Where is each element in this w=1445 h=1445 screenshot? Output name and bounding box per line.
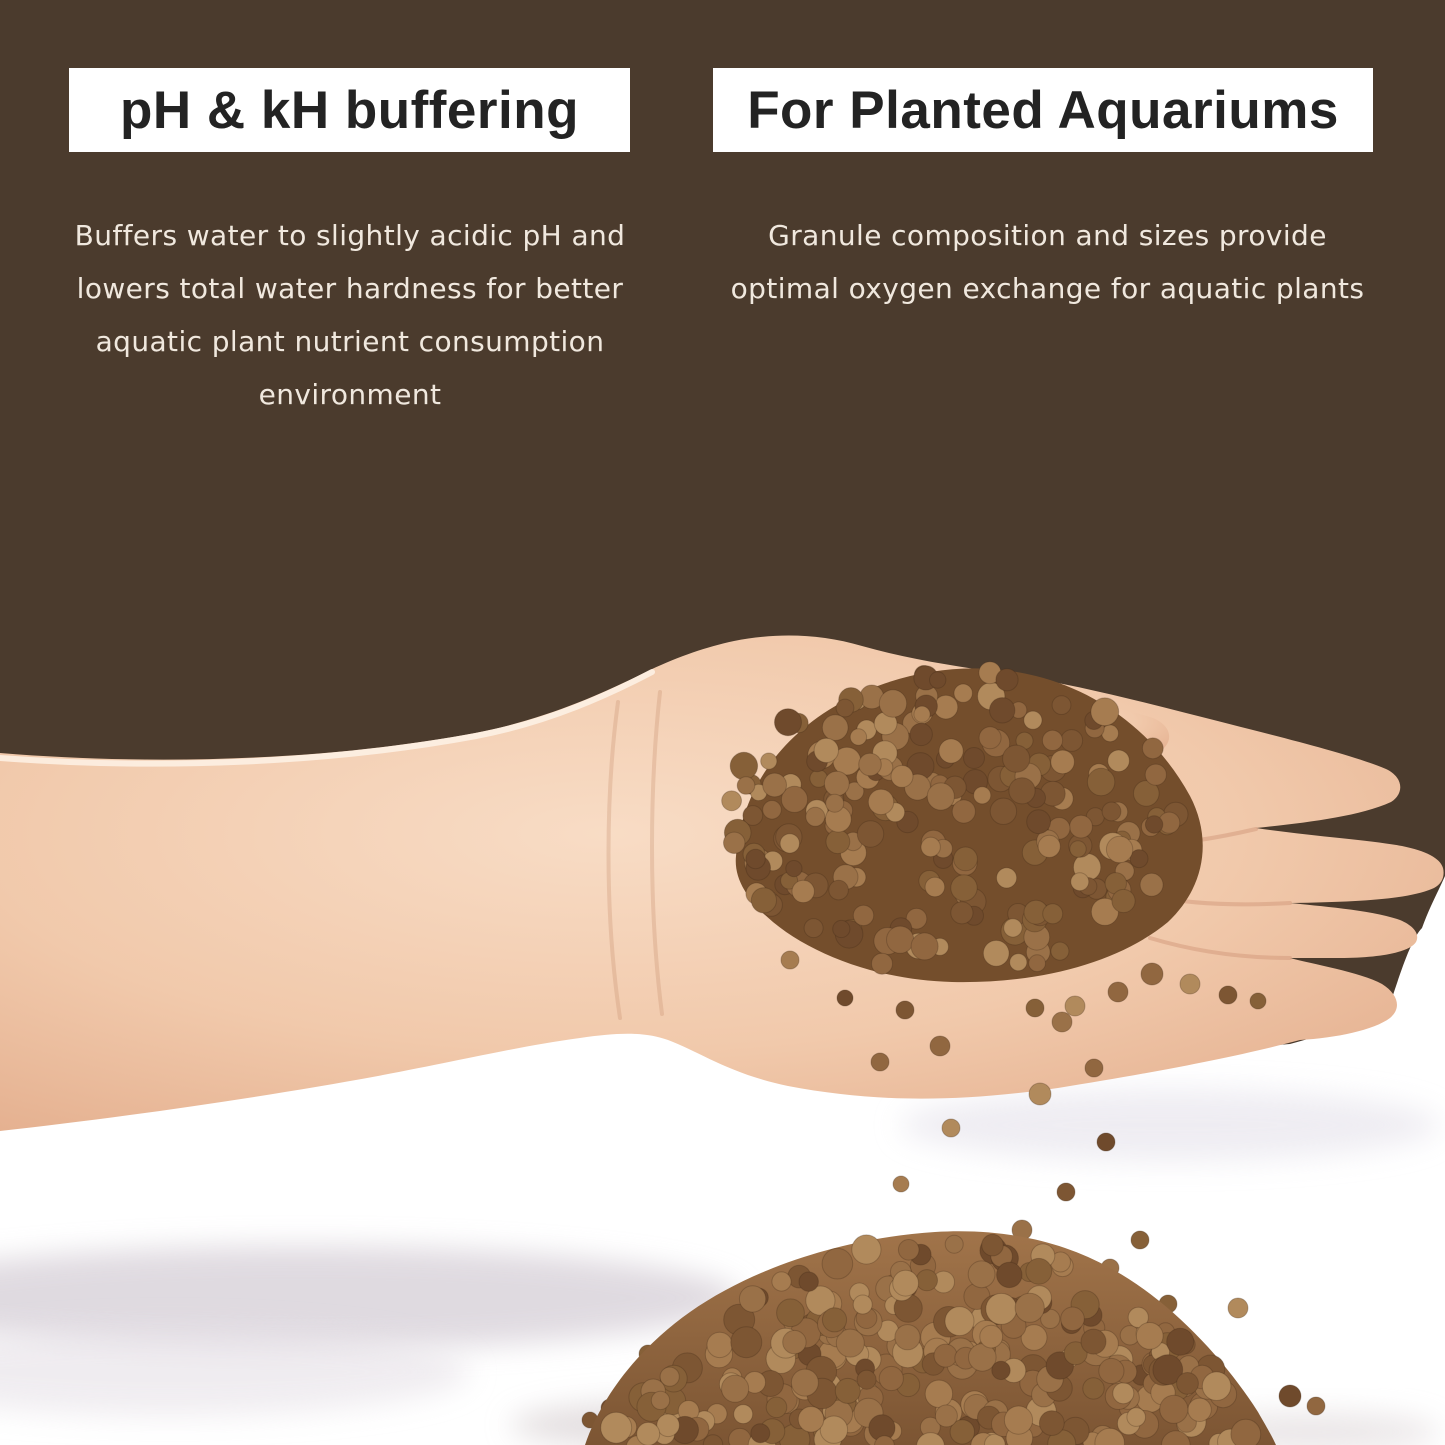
granule (1250, 993, 1266, 1009)
granule (804, 919, 823, 938)
granule (1071, 873, 1089, 891)
granule (1131, 1231, 1149, 1249)
granule (925, 1380, 952, 1407)
granule (1127, 1408, 1146, 1427)
granule (731, 1327, 762, 1358)
text-line: optimal oxygen exchange for aquatic plants (730, 272, 1365, 305)
granule (1070, 815, 1093, 838)
granule (910, 723, 932, 745)
granule (1038, 835, 1060, 857)
granule (829, 880, 849, 900)
granule (772, 1272, 791, 1291)
granule (997, 1262, 1022, 1287)
granule (898, 1240, 919, 1261)
granule (766, 1397, 787, 1418)
granule (806, 807, 825, 826)
granule (945, 1307, 974, 1336)
granule (761, 753, 777, 769)
text-line: aquatic plant nutrient consumption (95, 325, 605, 358)
granule (954, 684, 972, 702)
granule (857, 821, 883, 847)
granule (781, 951, 799, 969)
right-heading: For Planted Aquariums (747, 80, 1339, 140)
granule (1228, 1298, 1248, 1318)
granule (1024, 711, 1042, 729)
granule (657, 1414, 680, 1437)
granule (820, 1416, 847, 1443)
granule (751, 888, 776, 913)
granule (651, 1391, 669, 1409)
granule (1004, 1406, 1032, 1434)
granule (824, 771, 849, 796)
granule (930, 1036, 950, 1056)
granule (934, 1344, 957, 1367)
granule (836, 699, 854, 717)
granule (1061, 1307, 1085, 1331)
granule (763, 773, 787, 797)
granule (1083, 1378, 1104, 1399)
granule (1112, 889, 1135, 912)
granule (1145, 764, 1166, 785)
granule (1102, 802, 1121, 821)
granule (1160, 1395, 1188, 1423)
granule (1219, 986, 1237, 1004)
granule (814, 738, 838, 762)
granule (1039, 1411, 1064, 1436)
granule (893, 1270, 919, 1296)
granule (979, 727, 1001, 749)
granule (1027, 810, 1051, 834)
granule (786, 861, 802, 877)
granule (990, 798, 1016, 824)
granule (1052, 1012, 1072, 1032)
text-line: Buffers water to slightly acidic pH and (74, 219, 626, 252)
granule (1029, 1083, 1051, 1105)
granule (914, 706, 930, 722)
granule (1003, 745, 1030, 772)
granule (746, 849, 765, 868)
granule (916, 1270, 937, 1291)
granule (1231, 1419, 1261, 1445)
granule (751, 1424, 770, 1443)
granule (724, 832, 745, 853)
granule (734, 1405, 753, 1424)
granule (1279, 1385, 1301, 1407)
granule (1015, 1293, 1044, 1322)
granule (964, 748, 985, 769)
granule (799, 1272, 818, 1291)
granule (1057, 1183, 1075, 1201)
granule (1307, 1397, 1325, 1415)
granule (1043, 904, 1063, 924)
right-heading-box (713, 68, 1373, 152)
granule (775, 709, 802, 736)
granule (1145, 816, 1162, 833)
granule (601, 1412, 632, 1443)
granule (739, 1286, 765, 1312)
granule (945, 1235, 963, 1253)
granule (1010, 954, 1027, 971)
granule (822, 1308, 846, 1332)
left-heading-box (69, 68, 630, 152)
granule (1141, 963, 1163, 985)
granule (1177, 1373, 1199, 1395)
granule (826, 794, 844, 812)
granule (837, 990, 853, 1006)
granule (887, 926, 914, 953)
granule (997, 868, 1017, 888)
granule (872, 953, 893, 974)
granule (791, 1369, 818, 1396)
granule (1113, 1383, 1134, 1404)
granule (826, 830, 850, 854)
granule (1099, 1358, 1124, 1383)
granule (1085, 1059, 1103, 1077)
granule (895, 1325, 920, 1350)
granule (1087, 768, 1114, 795)
granule (1052, 696, 1071, 715)
granule (730, 752, 757, 779)
granule (1108, 982, 1128, 1002)
left-heading: pH & kH buffering (120, 80, 579, 140)
granule (996, 669, 1018, 691)
granule (859, 753, 882, 776)
text-line: lowers total water hardness for better (76, 272, 624, 305)
granule (879, 1366, 903, 1390)
granule (1004, 919, 1022, 937)
granule (1026, 1258, 1052, 1284)
granule (871, 1053, 889, 1071)
granule (637, 1422, 660, 1445)
granule (951, 875, 977, 901)
granule (798, 1407, 824, 1433)
granule (954, 847, 978, 871)
granule (1202, 1372, 1231, 1401)
text-line: Granule composition and sizes provide (768, 219, 1327, 252)
granule (911, 933, 938, 960)
granule (1140, 873, 1163, 896)
granule (990, 698, 1015, 723)
granule (896, 1001, 914, 1019)
granule (1061, 730, 1083, 752)
granule (1051, 942, 1069, 960)
left-body-text (40, 209, 660, 421)
granule (1026, 999, 1044, 1017)
granule (891, 765, 913, 787)
granule (822, 1248, 853, 1279)
granule (983, 940, 1009, 966)
granule (1108, 750, 1130, 772)
granule (835, 1378, 860, 1403)
granule (1029, 955, 1046, 972)
granule (1136, 1323, 1163, 1350)
granule (853, 1295, 872, 1314)
granule (722, 1375, 749, 1402)
granule (1097, 1133, 1115, 1151)
granule (1009, 778, 1035, 804)
granule (722, 791, 742, 811)
granule (921, 837, 940, 856)
hand-cast-shadow (900, 1089, 1440, 1161)
granule (783, 1330, 806, 1353)
granule (992, 1361, 1010, 1379)
granule (833, 920, 850, 937)
granule (1180, 974, 1200, 994)
granule (737, 777, 755, 795)
granule (982, 1234, 1004, 1256)
granule (939, 739, 963, 763)
granule (1065, 996, 1085, 1016)
granule (942, 1119, 960, 1137)
granule (780, 834, 799, 853)
granule (879, 690, 906, 717)
granule (1042, 730, 1062, 750)
granule (1091, 698, 1119, 726)
granule (893, 1176, 909, 1192)
granule (868, 789, 893, 814)
granule (930, 672, 946, 688)
granule (1070, 841, 1086, 857)
granule (1167, 1328, 1194, 1355)
granule (951, 902, 973, 924)
granule (1081, 1329, 1106, 1354)
granule (857, 1370, 876, 1389)
granule (1106, 836, 1132, 862)
right-body-text (705, 209, 1390, 315)
granule (852, 1235, 881, 1264)
granule (850, 729, 866, 745)
granule (986, 1293, 1017, 1324)
granule (974, 787, 991, 804)
granule (927, 783, 954, 810)
granule (935, 1405, 957, 1427)
granule (707, 1332, 732, 1357)
text-line: environment (258, 378, 442, 411)
granule (853, 905, 873, 925)
granule (777, 1299, 805, 1327)
granule (1142, 738, 1163, 759)
granule (1051, 750, 1075, 774)
granule (1188, 1398, 1211, 1421)
granule (792, 880, 814, 902)
granule (822, 715, 848, 741)
granule (952, 800, 975, 823)
granule (763, 801, 782, 820)
granule (925, 877, 945, 897)
granule (968, 1261, 995, 1288)
granule (980, 1325, 1003, 1348)
